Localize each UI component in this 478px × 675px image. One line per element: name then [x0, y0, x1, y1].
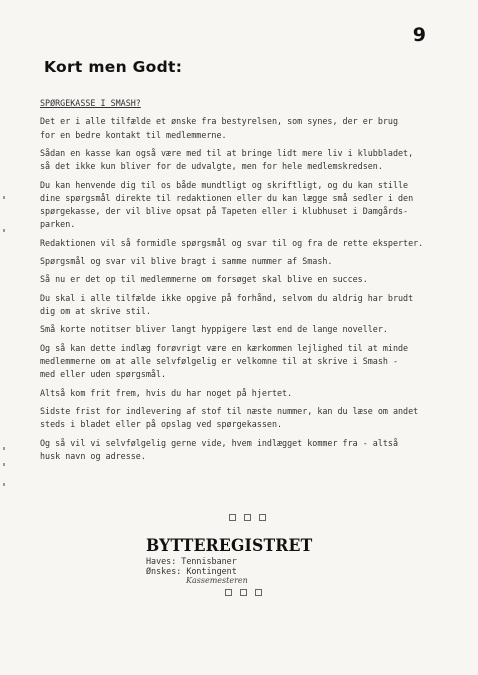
exchange-registry: [146, 536, 327, 585]
registry-wants: Ønskes: Kontingent: [146, 566, 237, 576]
paragraph: Redaktionen vil så formidle spørgsmål og svar til og fra de rette eksperter.: [40, 237, 424, 248]
paragraph: Sådan en kasse kan også være med til at bringe lidt mere liv i klubbladet, så det ikke kun bliver for de udvalgte, men for hele medlemskredsen.: [40, 147, 414, 172]
registry-haves: Haves: Tennisbaner: [146, 556, 237, 566]
square-icon: [225, 589, 232, 596]
separator-boxes-bottom: [4, 589, 478, 598]
separator-boxes-top: [8, 514, 478, 523]
article-body: [40, 97, 448, 468]
punch-mark: [3, 463, 5, 466]
paragraph: Små korte notitser bliver langt hyppigere læst end de lange noveller.: [40, 324, 388, 335]
registry-title: BYTTEREGISTRET: [146, 536, 313, 556]
square-icon: [255, 589, 262, 596]
paragraph: Du skal i alle tilfælde ikke opgive på forhånd, selvom du aldrig har brudt dig om at skrive stil.: [40, 292, 414, 316]
paragraph: Det er i alle tilfælde et ønske fra bestyrelsen, som synes, der er brug for en bedre kontakt til medlemmerne.: [40, 116, 398, 140]
paragraph: Spørgsmål og svar vil blive bragt i samme nummer af Smash.: [40, 255, 333, 266]
page-heading: Kort men Godt:: [44, 58, 183, 76]
punch-mark: [3, 196, 5, 199]
punch-mark: [3, 483, 5, 486]
paragraph: Og så vil vi selvfølgelig gerne vide, hvem indlægget kommer fra - altså husk navn og adresse.: [40, 437, 398, 461]
paragraph: Og så kan dette indlæg forøvrigt være en kærkommen lejlighed til at minde medlemmerne om at alle selvfølgelig er velkomne til at skrive i Smash - med eller uden spørgsmål.: [40, 342, 409, 380]
paragraph: Sidste frist for indlevering af stof til næste nummer, kan du læse om andet steds i bladet eller på opslag ved spørgekassen.: [40, 405, 419, 430]
punch-mark: [3, 229, 5, 232]
punch-mark: [3, 447, 5, 450]
article-subheading: SPØRGEKASSE I SMASH?: [40, 98, 141, 108]
paragraph: Du kan henvende dig til os både mundtligt og skriftligt, og du kan stille dine spørgsmål direkte til redaktionen eller du kan lægge små sedler i den spørgekasse, der vil blive opsat på Tapeten eller i klubhuset i Damgårds- parken.: [40, 179, 414, 230]
signature: Kassemesteren: [186, 576, 248, 585]
page-number: 9: [412, 24, 426, 46]
paragraph: Altså kom frit frem, hvis du har noget på hjertet.: [40, 387, 293, 398]
square-icon: [259, 514, 266, 521]
square-icon: [240, 589, 247, 596]
paragraph: Så nu er det op til medlemmerne om forsøget skal blive en succes.: [40, 274, 368, 285]
square-icon: [244, 514, 251, 521]
square-icon: [229, 514, 236, 521]
